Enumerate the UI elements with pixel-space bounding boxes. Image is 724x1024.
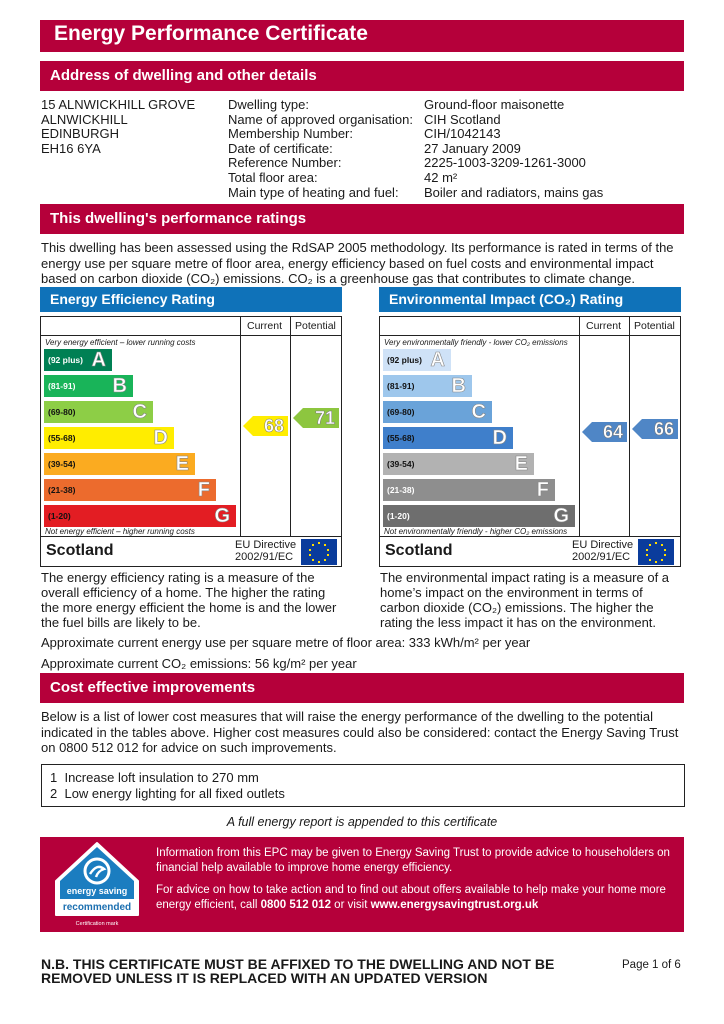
- detail-label: Membership Number:: [228, 126, 353, 142]
- address-line: EDINBURGH: [41, 126, 120, 142]
- potential-rating-arrow: 66: [632, 419, 678, 439]
- environmental-impact-description: The environmental impact rating is a measure of a home’s impact on the environment in terms of carbon dioxide (CO₂) emissions. The higher the rating the less impact it has on the environment.: [380, 570, 670, 630]
- band-e: (39-54) E: [383, 453, 534, 475]
- improvements-list: [41, 764, 685, 807]
- energy-saving-trust-panel: [40, 837, 684, 932]
- full-report-note: A full energy report is appended to this certificate: [226, 815, 498, 829]
- est-website-link[interactable]: www.energysavingtrust.org.uk: [370, 899, 539, 911]
- section-title: Cost effective improvements: [50, 679, 256, 696]
- dwelling-address: [41, 98, 195, 156]
- ratings-intro: This dwelling has been assessed using the RdSAP 2005 methodology. Its performance is rated in terms of the energy use per square metre of floor area, energy efficiency based on fuel costs and environmental impact based on carbon dioxide (CO₂) emissions. CO₂ is a greenhouse gas that contributes to climate change.: [41, 240, 674, 286]
- detail-label: Total floor area:: [228, 169, 318, 185]
- est-advice-paragraph: For advice on how to take action and to find out about offers available to help make your home more energy efficient, call 0800 512 012 or visit www.energysavingtrust.org.uk: [156, 884, 666, 911]
- eu-directive: EU Directive 2002/91/EC: [572, 539, 634, 563]
- improvement-item: 2 Low energy lighting for all fixed outlets: [50, 786, 285, 801]
- energy-efficiency-description: The energy efficiency rating is a measure of the overall efficiency of a home. The higher the rating the more energy efficient the home is and the lower the fuel bills are likely to be.: [41, 570, 337, 630]
- band-d: (55-68) D: [44, 427, 174, 449]
- current-rating-arrow: 68: [243, 416, 288, 436]
- improvement-item: 1 Increase loft insulation to 270 mm: [50, 770, 259, 785]
- detail-value: CIH Scotland: [424, 111, 501, 127]
- detail-value: Ground-floor maisonette: [424, 97, 565, 112]
- band-a: (92 plus) A: [383, 349, 451, 371]
- band-d: (55-68) D: [383, 427, 513, 449]
- column-potential: Potential: [634, 320, 675, 332]
- chart-title: Environmental Impact (CO₂) Rating: [389, 291, 624, 307]
- energy-efficiency-chart: [40, 316, 342, 567]
- detail-value: CIH/1042143: [424, 126, 501, 142]
- affix-notice: N.B. THIS CERTIFICATE MUST BE AFFIXED TO THE DWELLING AND NOT BE REMOVED UNLESS IT IS REPLACED WITH AN UPDATED VERSION: [41, 956, 555, 986]
- chart-title: Energy Efficiency Rating: [50, 291, 215, 307]
- details-labels: [228, 98, 413, 200]
- ratings-section-header: [40, 204, 684, 234]
- address-section-header: [40, 61, 684, 91]
- band-f: (21-38) F: [383, 479, 555, 501]
- page-number: Page 1 of 6: [622, 959, 681, 971]
- certificate-title: Energy Performance Certificate: [54, 22, 368, 45]
- address-line: 15 ALNWICKHILL GROVE: [41, 97, 196, 112]
- co2-emissions-statement: Approximate current CO₂ emissions: 56 kg/m² per year: [41, 656, 357, 671]
- detail-label: Main type of heating and fuel:: [228, 184, 399, 200]
- detail-value: Boiler and radiators, mains gas: [424, 184, 604, 200]
- environmental-impact-chart: [379, 316, 681, 567]
- est-phone: 0800 512 012: [260, 899, 331, 911]
- energy-efficiency-header: [40, 287, 342, 312]
- band-g: (1-20) G: [44, 505, 236, 527]
- energy-use-statement: Approximate current energy use per square metre of floor area: 333 kWh/m² per year: [41, 635, 531, 650]
- address-line: EH16 6YA: [41, 140, 101, 156]
- eu-flag-icon: [301, 539, 337, 565]
- column-current: Current: [586, 320, 622, 332]
- section-title: Address of dwelling and other details: [50, 67, 317, 84]
- band-b: (81-91) B: [383, 375, 472, 397]
- region-label: Scotland: [385, 542, 453, 559]
- certificate-title-bar: [40, 20, 684, 52]
- detail-value: 42 m²: [424, 169, 458, 185]
- region-label: Scotland: [46, 542, 114, 559]
- detail-value: 2225-1003-3209-1261-3000: [424, 155, 586, 171]
- potential-rating-arrow: 71: [293, 408, 339, 428]
- column-potential: Potential: [295, 320, 336, 332]
- top-note: Very environmentally friendly - lower CO₂ emissions: [384, 338, 568, 347]
- detail-label: Date of certificate:: [228, 140, 333, 156]
- eu-flag-icon: [638, 539, 674, 565]
- environmental-impact-header: [379, 287, 681, 312]
- band-e: (39-54) E: [44, 453, 195, 475]
- eu-directive: EU Directive 2002/91/EC: [235, 539, 297, 563]
- energy-saving-recommended-logo: energy saving recommended Certification mark: [52, 841, 142, 929]
- section-title: This dwelling's performance ratings: [50, 210, 307, 227]
- svg-text:energy saving: energy saving: [66, 886, 128, 896]
- improvements-section-header: [40, 673, 684, 703]
- details-values: [424, 98, 603, 200]
- bottom-note: Not energy efficient – higher running costs: [45, 527, 195, 536]
- address-line: ALNWICKHILL: [41, 111, 128, 127]
- bottom-note: Not environmentally friendly - higher CO₂ emissions: [384, 527, 568, 536]
- band-c: (69-80) C: [383, 401, 492, 423]
- band-a: (92 plus) A: [44, 349, 112, 371]
- band-f: (21-38) F: [44, 479, 216, 501]
- est-info-paragraph: Information from this EPC may be given to Energy Saving Trust to provide advice to householders on financial help available to improve home energy efficiency.: [156, 847, 670, 874]
- top-note: Very energy efficient – lower running costs: [45, 338, 196, 347]
- band-b: (81-91) B: [44, 375, 133, 397]
- detail-label: Dwelling type:: [228, 97, 309, 112]
- band-c: (69-80) C: [44, 401, 153, 423]
- current-rating-arrow: 64: [582, 422, 627, 442]
- detail-label: Reference Number:: [228, 155, 342, 171]
- band-g: (1-20) G: [383, 505, 575, 527]
- detail-label: Name of approved organisation:: [228, 111, 414, 127]
- column-current: Current: [247, 320, 283, 332]
- improvements-intro: Below is a list of lower cost measures that will raise the energy performance of the dwelling to the potential indicated in the tables above. Higher cost measures could also be considered: contact the Energy Saving Trust on 0800 512 012 for advice on such improvements.: [41, 709, 679, 755]
- detail-value: 27 January 2009: [424, 140, 521, 156]
- svg-text:recommended: recommended: [62, 902, 132, 913]
